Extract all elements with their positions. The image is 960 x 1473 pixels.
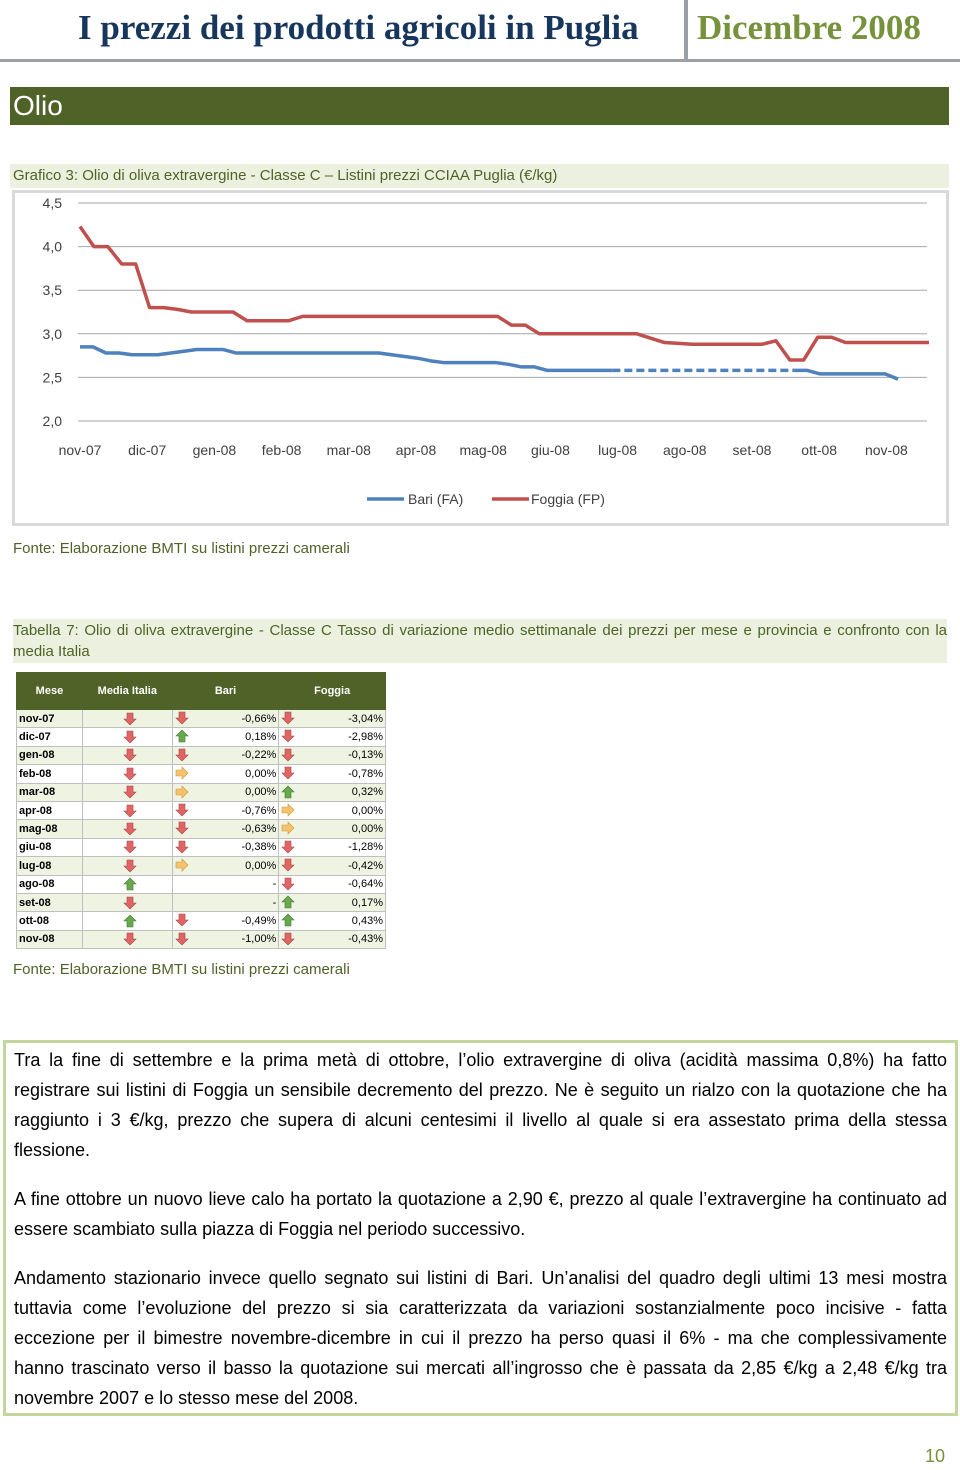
cell-foggia-value: -0,43% bbox=[348, 933, 383, 946]
cell-foggia-value: -0,78% bbox=[348, 767, 383, 780]
x-tick-label: mag-08 bbox=[459, 442, 507, 458]
cell-foggia-value: 0,00% bbox=[351, 823, 383, 836]
cell-foggia bbox=[279, 728, 386, 746]
cell-bari bbox=[172, 838, 279, 856]
arrow-down-icon bbox=[123, 712, 137, 726]
chart-caption: Grafico 3: Olio di oliva extravergine - Classe C – Listini prezzi CCIAA Puglia (€/kg) bbox=[10, 164, 949, 188]
cell-mese: mar-08 bbox=[17, 783, 83, 801]
cell-foggia bbox=[279, 857, 386, 875]
y-tick-label: 2,5 bbox=[42, 369, 62, 386]
cell-foggia-value: 0,32% bbox=[351, 786, 383, 799]
x-tick-label: nov-08 bbox=[864, 442, 908, 458]
cell-media-italia bbox=[82, 875, 172, 893]
x-tick-label: apr-08 bbox=[395, 442, 437, 458]
arrow-up-icon bbox=[175, 729, 189, 743]
table-row bbox=[17, 838, 386, 856]
cell-media-italia bbox=[82, 783, 172, 801]
arrow-down-icon bbox=[281, 748, 295, 762]
price-chart bbox=[12, 190, 949, 526]
cell-bari-value: -0,66% bbox=[241, 712, 277, 725]
arrow-down-icon bbox=[175, 840, 189, 854]
arrow-right-icon bbox=[281, 803, 295, 817]
table-row bbox=[17, 728, 386, 746]
arrow-down-icon bbox=[175, 803, 189, 817]
arrow-down-icon bbox=[175, 748, 189, 762]
variation-table bbox=[16, 672, 386, 949]
arrow-down-icon bbox=[281, 840, 295, 854]
cell-bari-value: -0,76% bbox=[241, 804, 277, 817]
cell-bari bbox=[172, 710, 279, 728]
paragraph-3: Andamento stazionario invece quello segnato sui listini di Bari. Un’analisi del quadro degli ultimi 13 mesi mostra tuttavia come l’evoluzione del prezzo si sia caratterizzata da variazioni sostanzialmente poco incisive - fatta eccezione per il bimestre novembre-dicembre in cui il prezzo ha perso quasi il 6% - ma che complessivamente hanno trascinato verso il basso la quotazione sui mercati all’ingrosso che è passata da 2,85 €/kg a 2,48 €/kg tra novembre 2007 e lo stesso mese del 2008. bbox=[14, 1268, 947, 1408]
arrow-down-icon bbox=[281, 766, 295, 780]
arrow-down-icon bbox=[123, 859, 137, 873]
header-media-italia: Media Italia bbox=[82, 673, 172, 710]
table-row bbox=[17, 765, 386, 783]
arrow-down-icon bbox=[123, 804, 137, 818]
cell-mese: nov-08 bbox=[17, 930, 83, 948]
arrow-right-icon bbox=[175, 785, 189, 799]
cell-foggia-value: -1,28% bbox=[348, 841, 383, 854]
cell-mese: gen-08 bbox=[17, 746, 83, 764]
cell-bari-value: -1,00% bbox=[241, 933, 277, 946]
arrow-down-icon bbox=[175, 932, 189, 946]
cell-mese: dic-07 bbox=[17, 728, 83, 746]
cell-media-italia bbox=[82, 912, 172, 930]
cell-bari-value: - bbox=[272, 896, 277, 909]
legend-label-foggia: Foggia (FP) bbox=[531, 491, 605, 507]
table-row bbox=[17, 930, 386, 948]
legend-label-bari: Bari (FA) bbox=[408, 491, 464, 507]
cell-bari-value: - bbox=[272, 878, 277, 891]
arrow-right-icon bbox=[175, 766, 189, 780]
cell-mese: ago-08 bbox=[17, 875, 83, 893]
arrow-down-icon bbox=[123, 767, 137, 781]
cell-foggia bbox=[279, 875, 386, 893]
header-mese: Mese bbox=[17, 673, 83, 710]
cell-mese: apr-08 bbox=[17, 801, 83, 819]
x-tick-label: mar-08 bbox=[326, 442, 371, 458]
cell-foggia-value: -3,04% bbox=[348, 712, 383, 725]
x-tick-label: set-08 bbox=[732, 442, 772, 458]
cell-mese: feb-08 bbox=[17, 765, 83, 783]
cell-foggia bbox=[279, 893, 386, 911]
table-source: Fonte: Elaborazione BMTI su listini prezzi camerali bbox=[13, 961, 350, 978]
cell-foggia bbox=[279, 838, 386, 856]
y-tick-label: 3,5 bbox=[42, 282, 62, 299]
cell-media-italia bbox=[82, 710, 172, 728]
x-tick-label: dic-07 bbox=[128, 442, 167, 458]
header-bari: Bari bbox=[172, 673, 279, 710]
cell-mese: giu-08 bbox=[17, 838, 83, 856]
table-row bbox=[17, 801, 386, 819]
table-row bbox=[17, 820, 386, 838]
cell-bari-value: 0,00% bbox=[245, 767, 277, 780]
y-tick-label: 3,0 bbox=[42, 325, 62, 342]
arrow-right-icon bbox=[281, 821, 295, 835]
cell-media-italia bbox=[82, 728, 172, 746]
arrow-down-icon bbox=[123, 748, 137, 762]
cell-bari bbox=[172, 801, 279, 819]
header-separator bbox=[684, 0, 688, 59]
arrow-up-icon bbox=[123, 877, 137, 891]
cell-bari bbox=[172, 912, 279, 930]
cell-foggia-value: -2,98% bbox=[348, 731, 383, 744]
cell-foggia-value: 0,17% bbox=[351, 896, 383, 909]
header-date: Dicembre 2008 bbox=[697, 8, 921, 47]
price-chart-svg bbox=[15, 193, 946, 523]
table-row bbox=[17, 710, 386, 728]
cell-mese: mag-08 bbox=[17, 820, 83, 838]
arrow-down-icon bbox=[123, 730, 137, 744]
arrow-up-icon bbox=[281, 913, 295, 927]
arrow-down-icon bbox=[175, 711, 189, 725]
cell-bari bbox=[172, 930, 279, 948]
arrow-up-icon bbox=[281, 785, 295, 799]
arrow-up-icon bbox=[123, 914, 137, 928]
arrow-right-icon bbox=[175, 858, 189, 872]
arrow-down-icon bbox=[281, 711, 295, 725]
cell-bari bbox=[172, 820, 279, 838]
x-tick-label: nov-07 bbox=[58, 442, 102, 458]
cell-bari-value: -0,63% bbox=[241, 823, 277, 836]
cell-media-italia bbox=[82, 857, 172, 875]
x-tick-label: lug-08 bbox=[598, 442, 638, 458]
cell-media-italia bbox=[82, 838, 172, 856]
section-title: Olio bbox=[13, 90, 63, 121]
page-header bbox=[0, 0, 960, 62]
cell-bari bbox=[172, 746, 279, 764]
x-tick-label: ott-08 bbox=[801, 442, 838, 458]
arrow-down-icon bbox=[281, 729, 295, 743]
cell-foggia bbox=[279, 912, 386, 930]
arrow-down-icon bbox=[123, 840, 137, 854]
cell-bari bbox=[172, 783, 279, 801]
y-tick-label: 2,0 bbox=[42, 413, 62, 429]
table-row bbox=[17, 912, 386, 930]
arrow-down-icon bbox=[123, 785, 137, 799]
x-tick-label: gen-08 bbox=[192, 442, 237, 458]
cell-foggia bbox=[279, 746, 386, 764]
arrow-down-icon bbox=[123, 822, 137, 836]
arrow-down-icon bbox=[123, 932, 137, 946]
header-foggia: Foggia bbox=[279, 673, 386, 710]
trend-icon bbox=[175, 895, 189, 909]
cell-foggia bbox=[279, 930, 386, 948]
y-tick-label: 4,0 bbox=[42, 238, 62, 255]
cell-bari-value: -0,22% bbox=[241, 749, 277, 762]
table-row bbox=[17, 746, 386, 764]
cell-bari bbox=[172, 875, 279, 893]
cell-foggia bbox=[279, 783, 386, 801]
cell-foggia-value: 0,43% bbox=[351, 914, 383, 927]
cell-bari-value: -0,49% bbox=[241, 914, 277, 927]
cell-media-italia bbox=[82, 930, 172, 948]
cell-mese: lug-08 bbox=[17, 857, 83, 875]
cell-foggia-value: -0,13% bbox=[348, 749, 383, 762]
arrow-down-icon bbox=[123, 896, 137, 910]
cell-foggia-value: -0,64% bbox=[348, 878, 383, 891]
arrow-down-icon bbox=[281, 858, 295, 872]
cell-media-italia bbox=[82, 801, 172, 819]
commentary-box bbox=[3, 1040, 958, 1416]
cell-media-italia bbox=[82, 820, 172, 838]
cell-bari-value: 0,18% bbox=[245, 731, 277, 744]
cell-media-italia bbox=[82, 746, 172, 764]
paragraph-2: A fine ottobre un nuovo lieve calo ha portato la quotazione a 2,90 €, prezzo al quale l’extravergine ha continuato ad essere scambiato sulla piazza di Foggia nel periodo successivo. bbox=[14, 1189, 947, 1239]
cell-foggia-value: -0,42% bbox=[348, 859, 383, 872]
cell-foggia bbox=[279, 765, 386, 783]
arrow-down-icon bbox=[175, 821, 189, 835]
cell-media-italia bbox=[82, 893, 172, 911]
table-row bbox=[17, 875, 386, 893]
x-tick-label: feb-08 bbox=[261, 442, 302, 458]
cell-media-italia bbox=[82, 765, 172, 783]
table-header-row bbox=[17, 673, 386, 710]
page-number: 10 bbox=[925, 1446, 946, 1466]
arrow-up-icon bbox=[281, 895, 295, 909]
trend-icon bbox=[175, 877, 189, 891]
cell-mese: nov-07 bbox=[17, 710, 83, 728]
header-title: I prezzi dei prodotti agricoli in Puglia bbox=[78, 8, 639, 47]
cell-mese: set-08 bbox=[17, 893, 83, 911]
table-row bbox=[17, 783, 386, 801]
chart-source: Fonte: Elaborazione BMTI su listini prezzi camerali bbox=[13, 540, 350, 557]
table-caption: Tabella 7: Olio di oliva extravergine - Classe C Tasso di variazione medio settimanale dei prezzi per mese e provincia e confronto con la media Italia bbox=[13, 619, 947, 663]
arrow-down-icon bbox=[281, 932, 295, 946]
x-tick-label: giu-08 bbox=[530, 442, 570, 458]
table-row bbox=[17, 893, 386, 911]
cell-foggia-value: 0,00% bbox=[351, 804, 383, 817]
cell-mese: ott-08 bbox=[17, 912, 83, 930]
section-title-bar bbox=[10, 87, 949, 125]
cell-bari bbox=[172, 765, 279, 783]
series-line-bari bbox=[80, 347, 612, 371]
cell-bari-value: -0,38% bbox=[241, 841, 277, 854]
cell-foggia bbox=[279, 710, 386, 728]
arrow-down-icon bbox=[281, 877, 295, 891]
y-tick-label: 4,5 bbox=[42, 195, 62, 211]
cell-foggia bbox=[279, 820, 386, 838]
paragraph-1: Tra la fine di settembre e la prima metà di ottobre, l’olio extravergine di oliva (acidità massima 0,8%) ha fatto registrare sui listini di Foggia un sensibile decremento del prezzo. Ne è seguito un rialzo con la quotazione che ha raggiunto i 3 €/kg, prezzo che supera di alcuni centesimi il livello al quale si era assestato prima della stessa flessione. bbox=[14, 1050, 947, 1160]
x-tick-label: ago-08 bbox=[663, 442, 707, 458]
cell-bari bbox=[172, 857, 279, 875]
cell-bari-value: 0,00% bbox=[245, 786, 277, 799]
arrow-down-icon bbox=[175, 913, 189, 927]
cell-bari-value: 0,00% bbox=[245, 859, 277, 872]
cell-bari bbox=[172, 728, 279, 746]
cell-bari bbox=[172, 893, 279, 911]
cell-foggia bbox=[279, 801, 386, 819]
table-row bbox=[17, 857, 386, 875]
